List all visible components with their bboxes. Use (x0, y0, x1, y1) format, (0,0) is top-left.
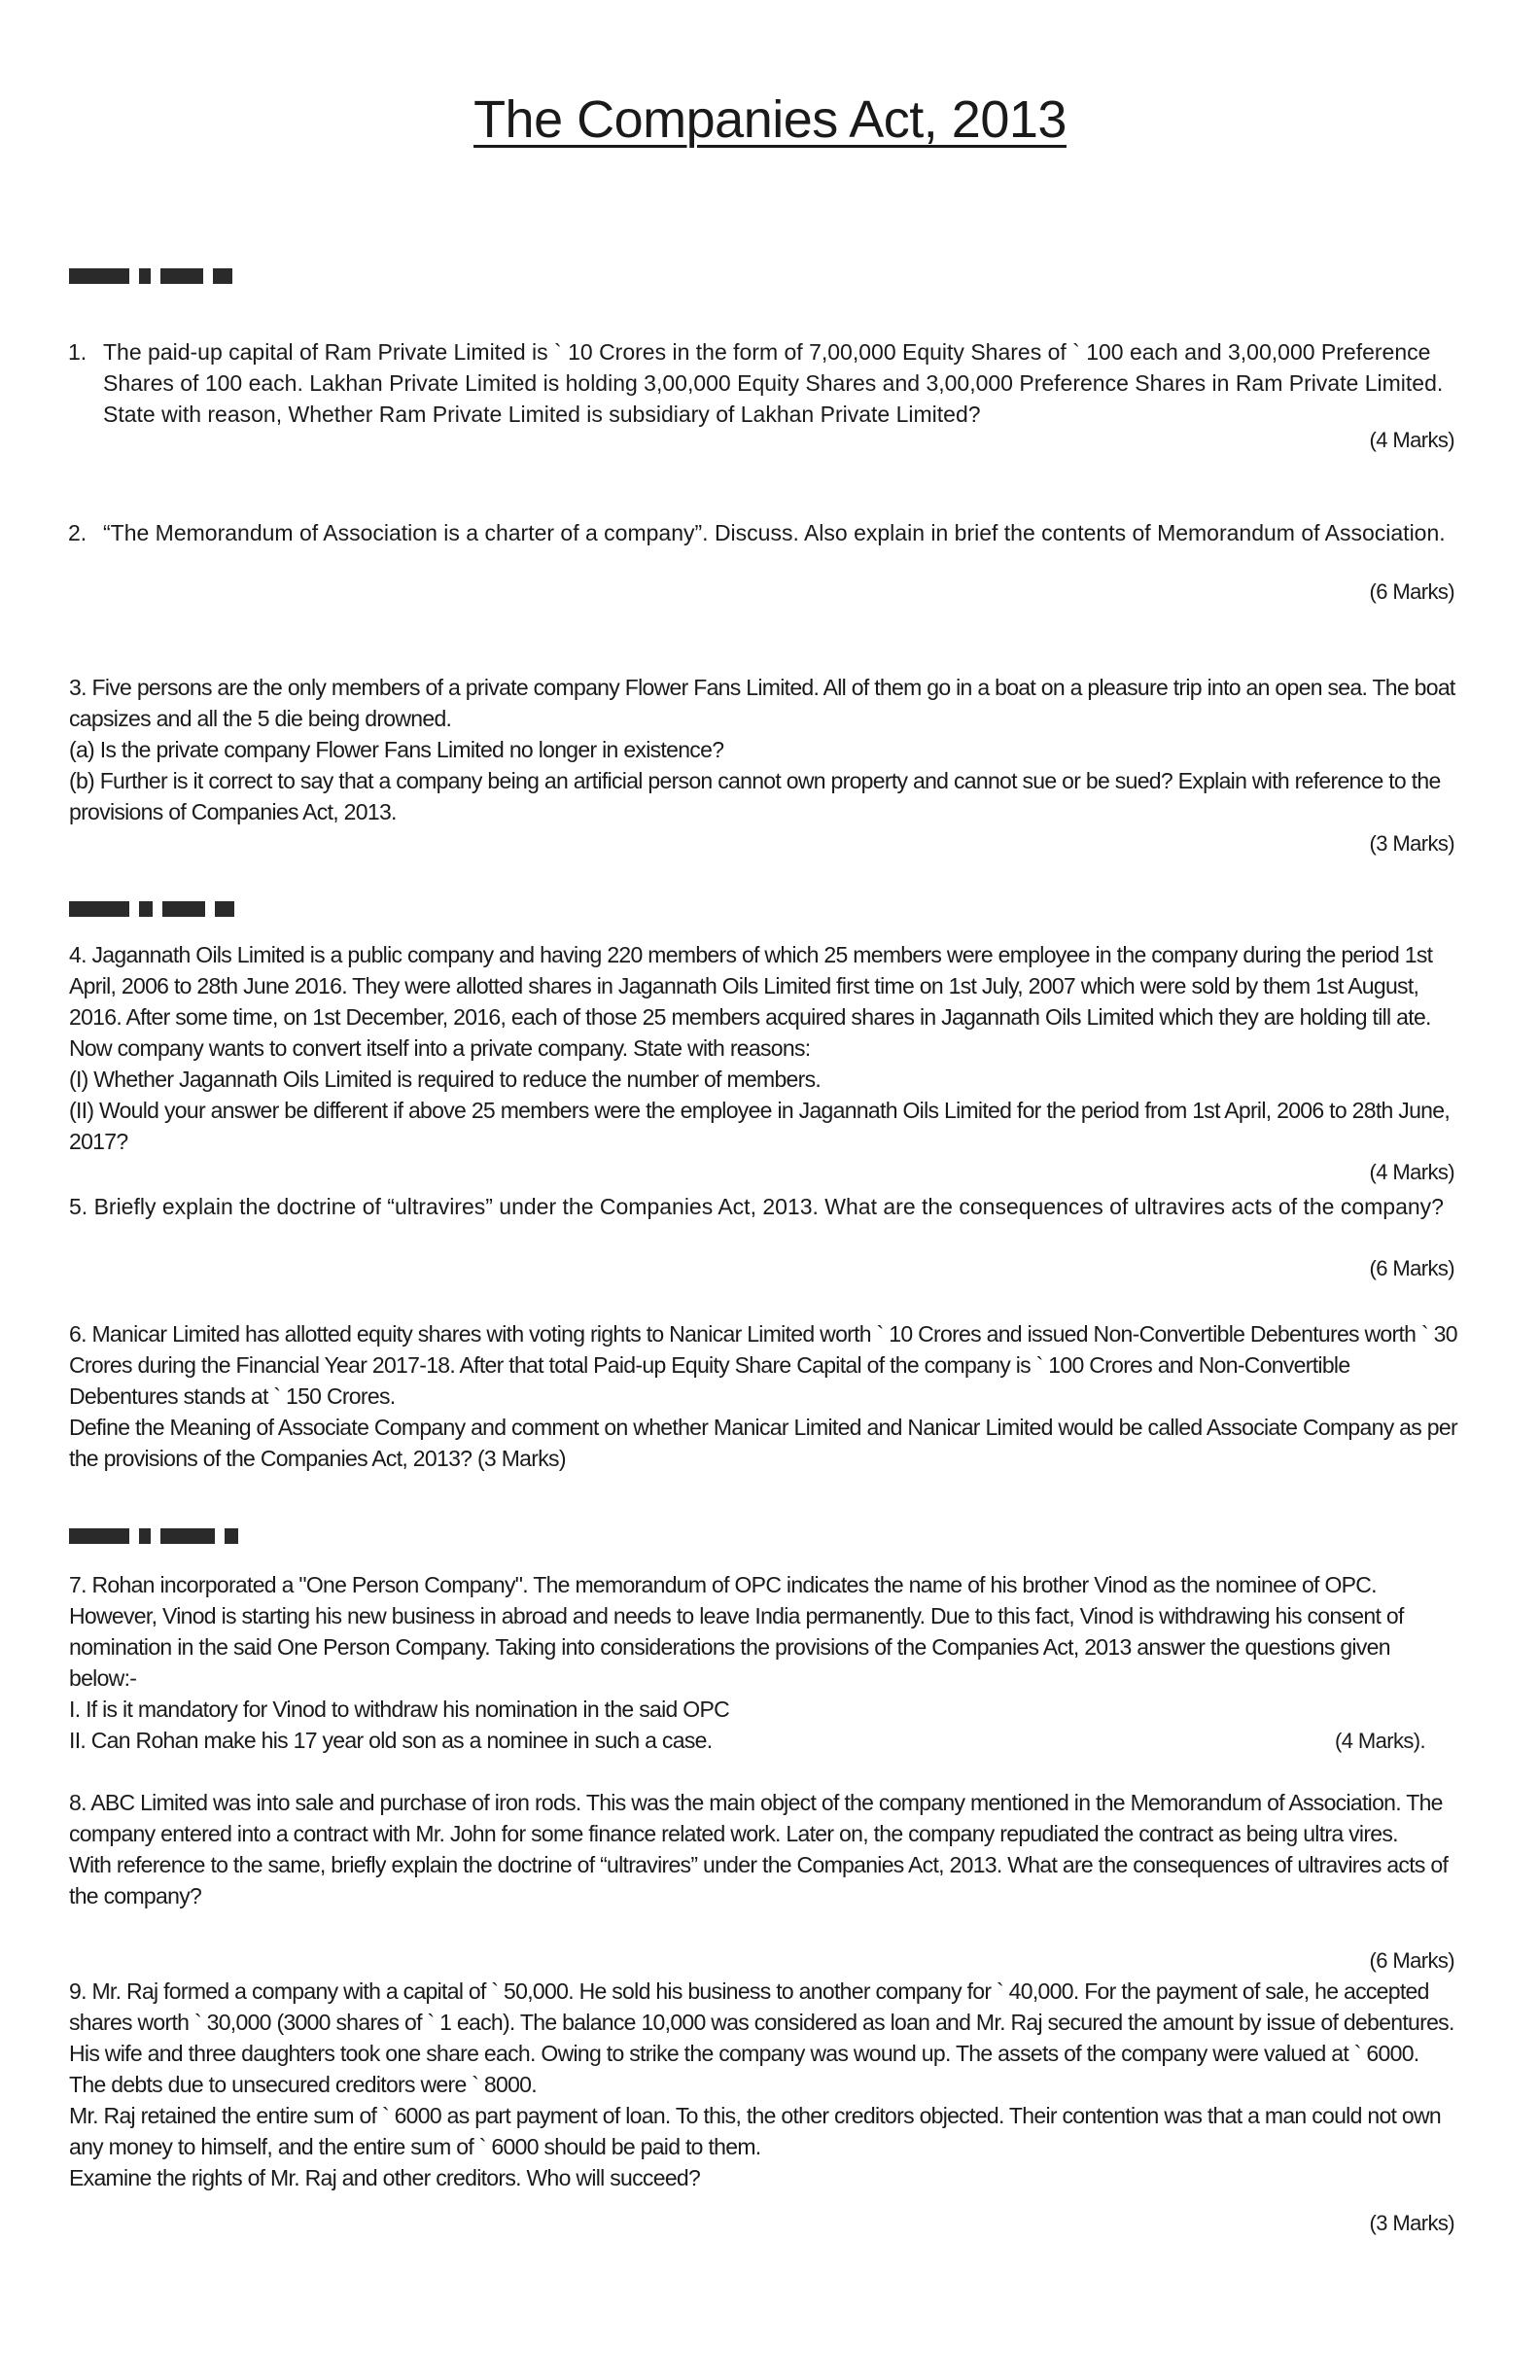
question-text: With reference to the same, briefly explain the doctrine of “ultravires” under the Companies Act, 2013. What are the consequences of ultravires acts of the company? (69, 1852, 1449, 1908)
question-3 (69, 672, 1459, 827)
question-7 (69, 1569, 1459, 1756)
marks-label: (6 Marks) (1369, 1256, 1454, 1280)
question-text: The paid-up capital of Ram Private Limited is ` 10 Crores in the form of 7,00,000 Equity Shares of ` 100 each and 3,00,000 Preference Shares of 100 each. Lakhan Private Limited is holding 3,00,000 Equity Shares and 3,00,000 Preference Shares in Ram Private Limited. State with reason, Whether Ram Private Limited is subsidiary of Lakhan Private Limited? (103, 339, 1444, 427)
marks-label: (3 Marks) (1369, 2211, 1454, 2235)
marks-label: (3 Marks) (476, 1446, 566, 1471)
question-text: 8. ABC Limited was into sale and purchase of iron rods. This was the main object of the company mentioned in the Memorandum of Association. The company entered into a contract with Mr. John for some finance related work. Later on, the company repudiated the contract as being ultra vires. (69, 1790, 1443, 1846)
marks-label: (4 Marks). (1334, 1729, 1425, 1753)
question-subpart: II. Can Rohan make his 17 year old son as a nominee in such a case. (69, 1728, 713, 1753)
question-text: 9. Mr. Raj formed a company with a capital of ` 50,000. He sold his business to another company for ` 40,000. For the payment of sale, he accepted shares worth ` 30,000 (3000 shares of ` 1 each). The balance 10,000 was considered as loan and Mr. Raj secured the amount by issue of debentures. His wife and three daughters took one share each. Owing to strike the company was wound up. The assets of the company were valued at ` 6000. The debts due to unsecured creditors were ` 8000. (69, 1978, 1454, 2097)
question-text: 5. Briefly explain the doctrine of “ultravires” under the Companies Act, 2013. What are the consequences of ultravires acts of the company? (69, 1194, 1444, 1219)
question-6 (69, 1318, 1459, 1474)
question-subpart: (a) Is the private company Flower Fans Limited no longer in existence? (69, 737, 724, 762)
question-text: Examine the rights of Mr. Raj and other creditors. Who will succeed? (69, 2165, 701, 2190)
question-subpart: (I) Whether Jagannath Oils Limited is required to reduce the number of members. (69, 1067, 822, 1092)
question-9 (69, 1976, 1459, 2193)
question-1 (68, 336, 1454, 430)
marks-label: (4 Marks) (1369, 428, 1454, 452)
question-2 (68, 517, 1454, 548)
section-label-redacted (69, 266, 232, 286)
marks-label: (6 Marks) (1369, 579, 1454, 604)
section-label-redacted (69, 1526, 238, 1546)
section-label-redacted (69, 899, 234, 919)
question-number: 2. (68, 520, 88, 545)
question-4 (69, 939, 1459, 1157)
question-text: 6. Manicar Limited has allotted equity shares with voting rights to Nanicar Limited worth ` 10 Crores and issued Non-Convertible Debentures worth ` 30 Crores during the Financial Year 2017-18. After that total Paid-up Equity Share Capital of the company is ` 100 Crores and Non-Convertible Debentures stands at ` 150 Crores. (69, 1321, 1457, 1409)
question-text: 7. Rohan incorporated a "One Person Company". The memorandum of OPC indicates the name of his brother Vinod as the nominee of OPC. However, Vinod is starting his new business in abroad and needs to leave India permanently. Due to this fact, Vinod is withdrawing his consent of nomination in the said One Person Company. Taking into considerations the provisions of the Companies Act, 2013 answer the questions given below:- (69, 1572, 1404, 1691)
page-title: The Companies Act, 2013 (473, 90, 1067, 149)
question-subpart: (II) Would your answer be different if above 25 members were the employee in Jagannath Oils Limited for the period from 1st April, 2006 to 28th June, 2017? (69, 1098, 1451, 1154)
question-5 (69, 1191, 1459, 1222)
question-text: Define the Meaning of Associate Company and comment on whether Manicar Limited and Nanicar Limited would be called Associate Company as per the provisions of the Companies Act, 2013? (3 Marks) (69, 1415, 1457, 1471)
question-subpart: I. If is it mandatory for Vinod to withdraw his nomination in the said OPC (69, 1697, 730, 1722)
question-text: Mr. Raj retained the entire sum of ` 6000 as part payment of loan. To this, the other creditors objected. Their contention was that a man could not own any money to himself, and the entire sum of ` 6000 should be paid to them. (69, 2103, 1442, 2159)
question-subpart: (b) Further is it correct to say that a company being an artificial person cannot own property and cannot sue or be sued? Explain with reference to the provisions of Companies Act, 2013. (69, 768, 1441, 824)
question-text: 4. Jagannath Oils Limited is a public company and having 220 members of which 25 members were employee in the company during the period 1st April, 2006 to 28th June 2016. They were allotted shares in Jagannath Oils Limited first time on 1st July, 2007 which were sold by them 1st August, 2016. After some time, on 1st December, 2016, each of those 25 members acquired shares in Jagannath Oils Limited which they are holding till ate. Now company wants to convert itself into a private company. State with reasons: (69, 942, 1433, 1061)
marks-label: (4 Marks) (1369, 1160, 1454, 1184)
question-8 (69, 1787, 1459, 1911)
question-text: “The Memorandum of Association is a charter of a company”. Discuss. Also explain in brief the contents of Memorandum of Association. (103, 520, 1446, 545)
question-number: 1. (68, 339, 88, 365)
question-text: 3. Five persons are the only members of a private company Flower Fans Limited. All of them go in a boat on a pleasure trip into an open sea. The boat capsizes and all the 5 die being drowned. (69, 675, 1455, 731)
marks-label: (3 Marks) (1369, 831, 1454, 856)
marks-label: (6 Marks) (1369, 1948, 1454, 1973)
